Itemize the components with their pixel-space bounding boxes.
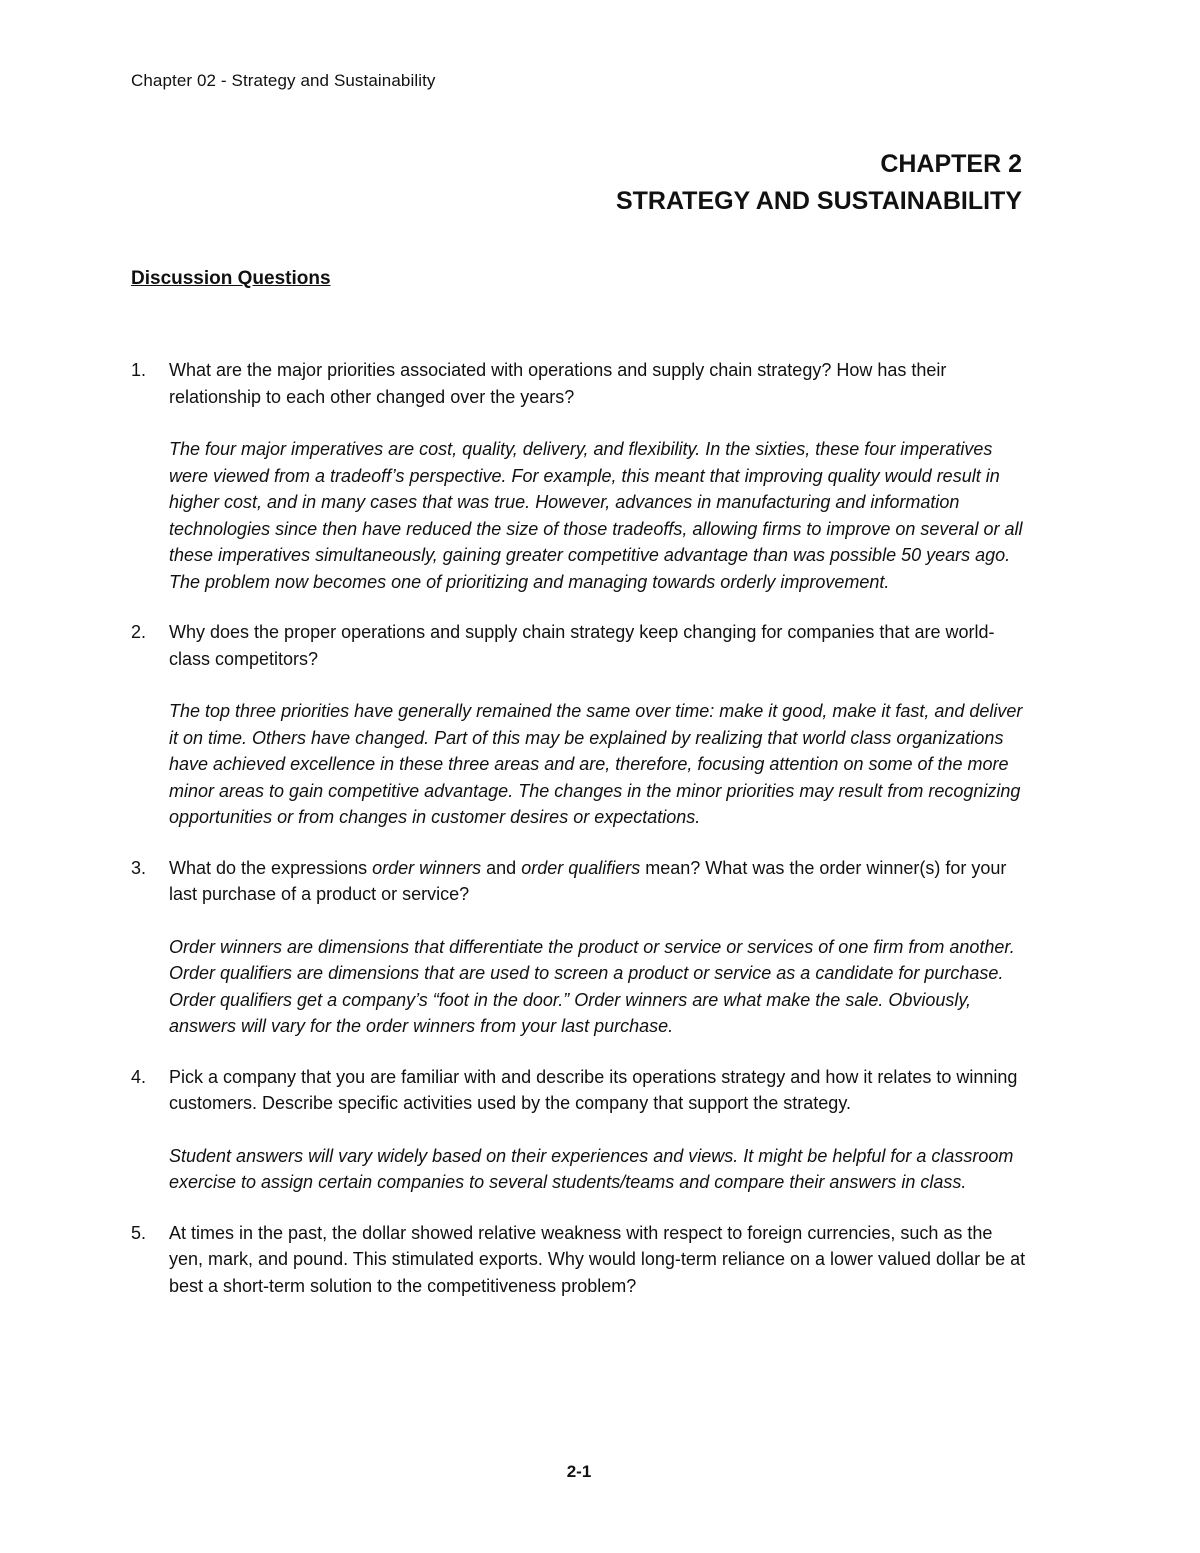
question-list [131, 357, 1026, 1323]
question-item [131, 1220, 1026, 1300]
question-item [131, 357, 1026, 595]
question-text-end: mean? What was the order winner(s) for your last purchase of a product or service? [169, 857, 1007, 904]
question-text [169, 855, 1026, 908]
question-number: 4. [131, 1066, 147, 1087]
chapter-title [616, 146, 1022, 220]
chapter-name: STRATEGY AND SUSTAINABILITY [615, 187, 1022, 215]
question-text: At times in the past, the dollar showed relative weakness with respect to foreign currencies, such as the yen, mark, and pound. This stimulated exports. Why would long-term reliance on a lower valued dollar be at best a short-term solution to the competitiveness problem? [169, 1222, 1026, 1296]
question-number: 5. [131, 1222, 147, 1243]
question-text-start: What do the expressions [169, 857, 373, 878]
question-text-middle: and [481, 857, 522, 878]
question-item [131, 1064, 1026, 1196]
page-number: 2-1 [566, 1462, 592, 1481]
term-order-qualifiers: order qualifiers [521, 857, 641, 878]
question-item [131, 855, 1026, 1040]
question-text: What are the major priorities associated with operations and supply chain strategy? How has their relationship to each other changed over the years? [169, 360, 947, 407]
question-text: Why does the proper operations and supply chain strategy keep changing for companies that are world-class competitors? [169, 622, 995, 669]
question-number: 3. [131, 857, 147, 878]
question-number: 2. [131, 622, 147, 642]
answer-text: Order winners are dimensions that differentiate the product or service or services of one firm from another. Order qualifiers are dimensions that are used to screen a product or service as a candidate for purchase. Order qualifiers get a company’s “foot in the door.” Order winners are what make the sale. Obviously, answers will vary for the order winners from your last purchase. [169, 936, 1015, 1036]
section-heading: Discussion Questions [131, 268, 331, 289]
running-header: Chapter 02 - Strategy and Sustainability [131, 71, 436, 90]
question-number: 1. [131, 360, 147, 380]
answer-text: The top three priorities have generally remained the same over time: make it good, make it fast, and deliver it on time. Others have changed. Part of this may be explained by realizing that world class organizations have achieved excellence in these three areas and are, therefore, focusing attention on some of the more minor areas to gain competitive advantage. The changes in the minor priorities may result from recognizing opportunities or from changes in customer desires or expectations. [169, 701, 1023, 827]
term-order-winners: order winners [372, 857, 482, 878]
answer-text: The four major imperatives are cost, quality, delivery, and flexibility. In the sixties, these four imperatives were viewed from a tradeoff’s perspective. For example, this meant that improving quality would result in higher cost, and in many cases that was true. However, advances in manufacturing and information technologies since then have reduced the size of those tradeoffs, allowing firms to improve on several or all these imperatives simultaneously, gaining greater competitive advantage than was possible 50 years ago. The problem now becomes one of prioritizing and managing towards orderly improvement. [169, 439, 1023, 592]
chapter-number: CHAPTER 2 [880, 150, 1022, 178]
question-item [131, 619, 1026, 831]
answer-text: Student answers will vary widely based on their experiences and views. It might be helpful for a classroom exercise to assign certain companies to several students/teams and compare their answers in class. [169, 1145, 1014, 1192]
question-text: Pick a company that you are familiar with and describe its operations strategy and how it relates to winning customers. Describe specific activities used by the company that support the strategy. [169, 1066, 1018, 1113]
